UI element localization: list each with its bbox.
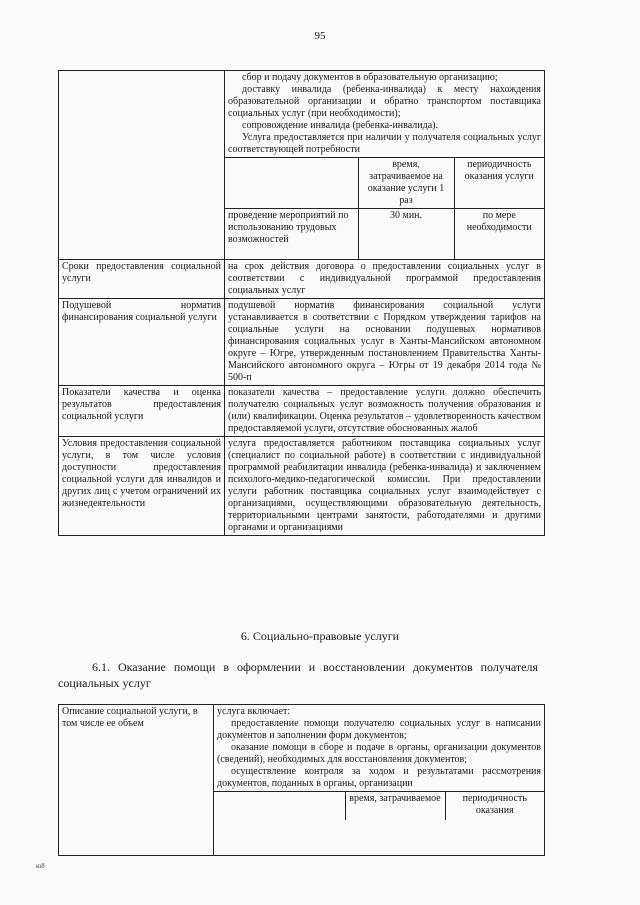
description-line: сопровождение инвалида (ребенка-инвалида).	[242, 120, 438, 131]
conditions-label: Условия предоставления социальной услуги, в том числе условия доступности предоставления социальной услуги для инвалидов и других лиц с учетом ограничений их жизнедеятельности	[59, 437, 225, 536]
service-table-new	[58, 704, 545, 856]
description-line: сбор и подачу документов в образовательную организацию;	[242, 72, 498, 83]
table-row	[59, 299, 545, 386]
table-row	[59, 71, 545, 260]
period-value: по мере необходимости	[454, 209, 544, 260]
table-cell-description	[214, 705, 545, 856]
subsection-title: 6.1. Оказание помощи в оформлении и восстановлении документов получателя социальных услуг	[58, 660, 538, 690]
time-table	[225, 157, 544, 259]
table-row	[214, 792, 544, 821]
description-text	[214, 705, 544, 791]
header-time: время, затрачиваемое на оказание услуги 1 раз	[358, 158, 454, 209]
funding-label: Подушевой норматив финансирования социальной услуги	[59, 299, 225, 386]
funding-value: подушевой норматив финансирования социальной услуги устанавливается в соответствии с Порядком утверждения тарифов на социальные услуги на основании подушевых нормативов финансирования социальных услуг в Ханты-Мансийском автономном округе – Югре, утвержденным постановлением Правительства Ханты-Мансийского автономного округа – Югры от 19 декабря 2014 года № 500-п	[225, 299, 545, 386]
table-row	[59, 705, 545, 856]
quality-label: Показатели качества и оценка результатов предоставления социальной услуги	[59, 386, 225, 437]
terms-value: на срок действия договора о предоставлении социальных услуг в соответствии с индивидуальной программой предоставления социальных услуг	[225, 260, 545, 299]
description-item: осуществление контроля за ходом и результатами рассмотрения документов, поданных в органы, организации	[217, 766, 541, 789]
page-number: 95	[314, 30, 326, 42]
description-item: оказание помощи в сборе и подаче в органы, организации документов (сведений), необходимых для восстановления документов;	[217, 742, 541, 765]
time-value: 30 мин.	[358, 209, 454, 260]
header-period: периодичность оказания услуги	[454, 158, 544, 209]
conditions-value: услуга предоставляется работником поставщика социальных услуг (специалист по социальной работе) в соответствии с индивидуальной программой реабилитации инвалида (ребенка-инвалида) и заключением психолого-медико-педагогической комиссии. При предоставлении услуги работник поставщика социальных услуг взаимодействует с организациями, осуществляющими образовательную деятельность, территориальными центрами занятости, работодателями и другими органами и организациями	[225, 437, 545, 536]
description-item: предоставление помощи получателю социальных услуг в написании документов и заполнении форм документов;	[217, 718, 541, 741]
footnote-mark: ю8	[36, 862, 45, 870]
table-row	[225, 209, 544, 260]
section-heading: 6. Социально-правовые услуги	[240, 629, 400, 643]
terms-label: Сроки предоставления социальной услуги	[59, 260, 225, 299]
table-cell-empty	[225, 158, 358, 209]
description-text	[225, 71, 544, 157]
service-table-continued	[58, 70, 545, 536]
table-row	[225, 158, 544, 209]
header-time: время, затрачиваемое	[345, 792, 445, 821]
description-line: доставку инвалида (ребенка-инвалида) к месту нахождения образовательной организации и обратно транспортом поставщика социальных услуг (при необходимости);	[228, 84, 541, 119]
table-cell-description	[225, 71, 545, 260]
table-cell-empty	[214, 792, 345, 821]
header-period: периодичность оказания	[445, 792, 544, 821]
table-row	[59, 260, 545, 299]
table-row	[59, 437, 545, 536]
quality-value: показатели качества – предоставление услуги должно обеспечить получателю социальных услуг возможность получения образования и (или) квалификации. Оценка результатов – удовлетворенность качеством предоставляемой услуги, отсутствие обоснованных жалоб	[225, 386, 545, 437]
table-row	[59, 386, 545, 437]
activity-cell: проведение мероприятий по использованию трудовых возможностей	[225, 209, 358, 260]
description-label: Описание социальной услуги, в том числе ее объем	[59, 705, 214, 856]
description-line: Услуга предоставляется при наличии у получателя социальных услуг соответствующей потребности	[228, 132, 541, 155]
table-cell-empty	[59, 71, 225, 260]
description-intro: услуга включает:	[217, 706, 291, 717]
time-table	[214, 791, 544, 820]
